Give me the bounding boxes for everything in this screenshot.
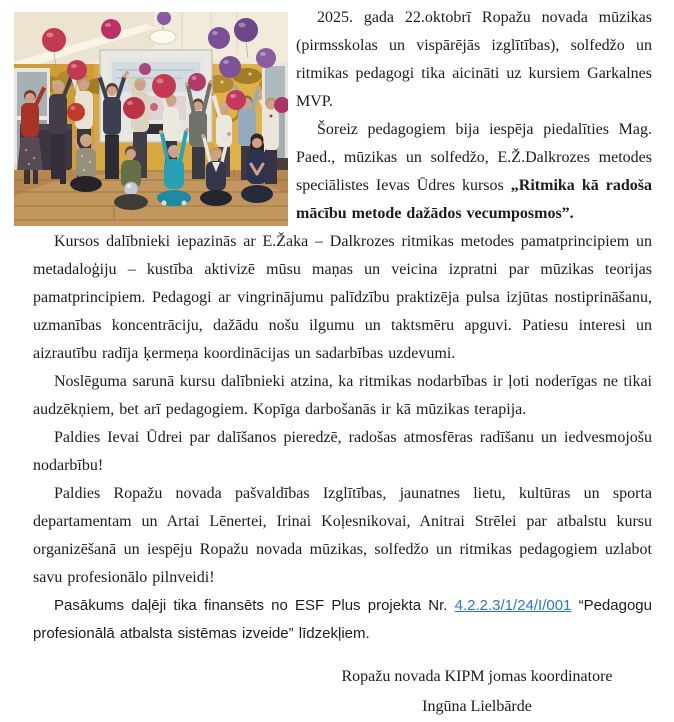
paragraph-thanks-lecturer-text: Paldies Ievai Ūdrei par dalīšanos pieredzē, radošas atmosfēras radīšanu un iedvesmojošu nodarbību! xyxy=(33,429,652,474)
paragraph-thanks-lecturer xyxy=(33,424,652,480)
paragraph-conclusion xyxy=(33,368,652,424)
paragraph-course-pre: Šoreiz pedagogiem bija iespēja piedalīties Mag. Paed., mūzikas un solfedžo, E.Ž.Dalkrozes metodes speciālistes Ievas Ūdres kursos xyxy=(296,121,652,194)
paragraph-method xyxy=(33,228,652,368)
paragraph-funding-pre: Pasākums daļēji tika finansēts no ESF Plus projekta Nr. xyxy=(54,597,455,614)
disco-ball xyxy=(124,182,138,196)
signature-block xyxy=(312,662,642,722)
project-number-link[interactable]: 4.2.2.3/1/24/I/001 xyxy=(454,597,572,614)
paragraph-funding xyxy=(33,592,652,648)
course-title-bold: „Ritmika kā radoša mācību metode dažādos vecumposmos”. xyxy=(296,177,653,222)
group-photo xyxy=(14,12,288,226)
signature-role: Ropažu novada KIPM jomas koordinatore xyxy=(341,668,613,685)
paragraph-thanks-municipality xyxy=(33,480,652,592)
group-photo-illustration xyxy=(14,12,288,226)
paragraph-intro-text: 2025. gada 22.oktobrī Ropažu novada mūzikas (pirmsskolas un vispārējās izglītības), solfedžo un ritmikas pedagogi tika aicināti uz kursiem Garkalnes MVP. xyxy=(296,9,652,110)
signature-name: Ingūna Lielbārde xyxy=(422,698,532,715)
paragraph-method-text: Kursos dalībnieki iepazinās ar E.Žaka – Dalkrozes ritmikas metodes pamatprincipiem un metadaloģiju – kustība aktivizē mūsu maņas un veicina izpratni par mūzikas teorijas pamatprincipiem. Pedagogi ar vingrinājumu palīdzību praktizēja pulsa izjūtas nostiprināšanu, uzmanības koncentrāciju, dažādu nošu ilgumu un taktsmēru apguvi. Patiesu interesi un aizrautību radīja ķermeņa koordinācijas un sadarbības uzdevumi. xyxy=(33,233,652,362)
paragraph-thanks-municipality-text: Paldies Ropažu novada pašvaldības Izglītības, jaunatnes lietu, kultūras un sporta departamentam un Artai Lēnertei, Irinai Koļesnikovai, Anitrai Strēlei par atbalstu kursu organizēšanā un iespēju Ropažu novada mūzikas, solfedžo un ritmikas pedagogiem uzlabot savu profesionālo pilnveidi! xyxy=(33,485,652,586)
paragraph-funding-post: “Pedagogu profesionālā atbalsta sistēmas izveide” līdzekļiem. xyxy=(33,597,652,642)
paragraph-conclusion-text: Noslēguma sarunā kursu dalībnieki atzina, ka ritmikas nodarbības ir ļoti noderīgas ne tikai audzēkņiem, bet arī pedagogiem. Kopīga darbošanās ir kā mūzikas terapija. xyxy=(33,373,652,418)
